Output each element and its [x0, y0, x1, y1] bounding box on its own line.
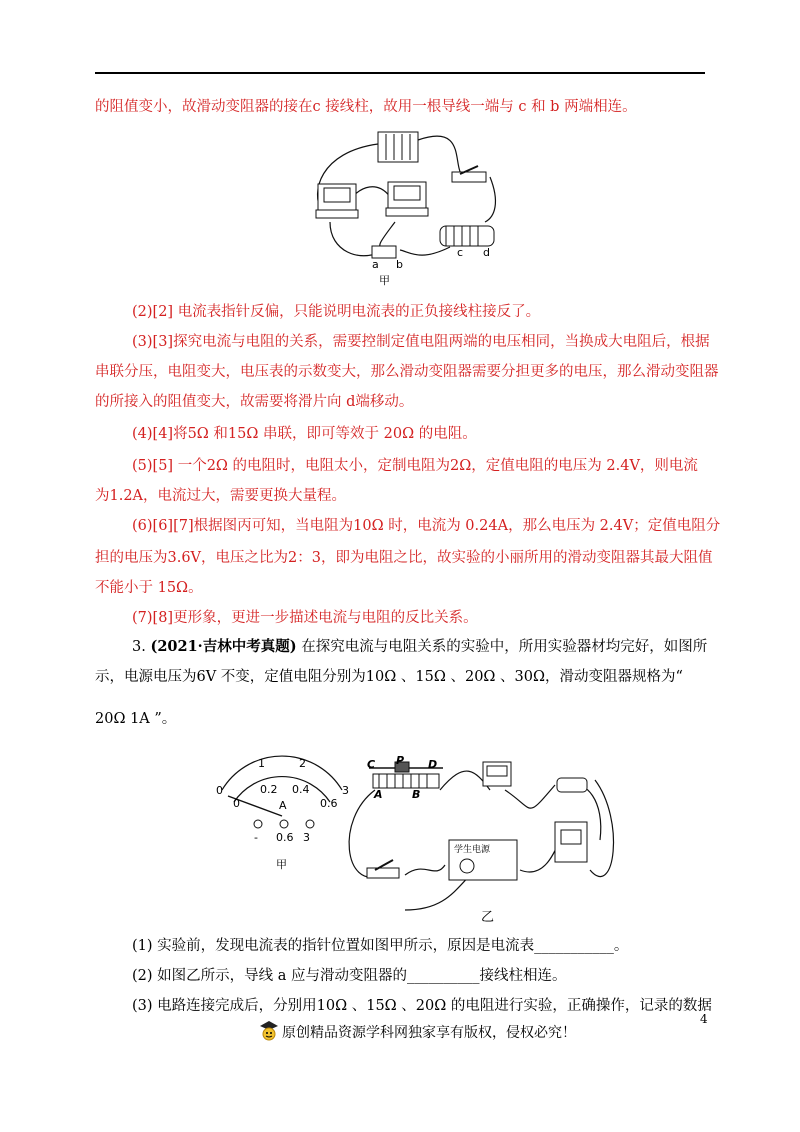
dial-top-2: 2 [299, 757, 306, 770]
question-3-line-1 [132, 632, 744, 662]
rheo-label-c: C [367, 758, 376, 771]
answer-line-7: (7)[8]更形象，更进一步描述电流与电阻的反比关系。 [132, 610, 478, 626]
answer-line-5b: 为1.2A，电流过大，需要更换大量程。 [95, 488, 347, 504]
footer [258, 1020, 576, 1044]
page-number: 4 [700, 1012, 708, 1026]
terminal-3: 3 [303, 831, 310, 844]
question-3-line-3 [95, 704, 707, 734]
footer-text: 原创精品资源学科网独家享有版权，侵权必究！ [282, 1025, 576, 1041]
dial-lower-04: 0.4 [292, 783, 310, 796]
answer-line-4: (4)[4]将5Ω 和15Ω 串联，即可等效于 20Ω 的电阻。 [132, 426, 477, 442]
header-rule [95, 72, 705, 74]
question-number: 3. [132, 639, 146, 655]
circuit-figure-2 [345, 760, 635, 910]
subquestion-2: (2) 如图乙所示，导线 a 应与滑动变阻器的__________接线柱相连。 [132, 968, 567, 984]
rheostat-spec-end: ”。 [154, 711, 177, 727]
question-3-line-2: 示，电源电压为6V 不变，定值电阻分别为10Ω 、15Ω 、20Ω 、30Ω，滑动变阻器规格为“ [95, 669, 683, 685]
subquestion-1: (1) 实验前，发现电流表的指针位置如图甲所示，原因是电流表___________。 [132, 938, 629, 954]
rheo-label-b: B [412, 788, 421, 801]
fig1-label-c: c [457, 246, 464, 259]
answer-line-5a: (5)[5] 一个2Ω 的电阻时，电阻太小，定制电阻为2Ω，定值电阻的电压为 2.4V，则电流 [132, 458, 698, 474]
dial-top-1: 1 [258, 757, 265, 770]
fig1-label-a: a [372, 258, 379, 271]
rheostat-spec: 20Ω 1A [95, 711, 150, 727]
dial-lower-06: 0.6 [320, 797, 338, 810]
dial-lower-02: 0.2 [260, 783, 278, 796]
fig1-caption: 甲 [379, 274, 390, 287]
fig1-label-d: d [483, 246, 490, 259]
dial-scale-3: 3 [342, 784, 349, 797]
answer-line-3c: 的所接入的阻值变大，故需要将滑片向 d端移动。 [95, 394, 414, 410]
terminal-06: 0.6 [276, 831, 294, 844]
rheo-label-d: D [428, 758, 438, 771]
answer-line-3a: (3)[3]探究电流与电阻的关系，需要控制定值电阻两端的电压相同，当换成大电阻后，根据 [132, 334, 710, 350]
answer-line-6b: 担的电压为3.6V，电压之比为2：3，即为电阻之比，故实验的小丽所用的滑动变阻器其最大阻值 [95, 550, 713, 566]
dial-unit: A [279, 799, 287, 812]
dial-lower-0: 0 [233, 797, 240, 810]
question-text: 在探究电流与电阻关系的实验中，所用实验器材均完好，如图所 [301, 639, 708, 655]
subquestion-3: (3) 电路连接完成后，分别用10Ω 、15Ω 、20Ω 的电阻进行实验，正确操作，记录的数据 [132, 998, 712, 1014]
answer-line-1: 的阻值变小，故滑动变阻器的接在c 接线柱，故用一根导线一端与 c 和 b 两端相连。 [95, 99, 637, 115]
circuit-figure-1 [300, 122, 510, 282]
answer-line-6a: (6)[6][7]根据图丙可知，当电阻为10Ω 时，电流为 0.24A，那么电压为 2.4V；定值电阻分 [132, 518, 721, 534]
answer-line-3b: 串联分压，电阻变大，电压表的示数变大，那么滑动变阻器需要分担更多的电压，那么滑动变阻器 [95, 364, 719, 380]
question-source: (2021·吉林中考真题) [150, 638, 297, 655]
answer-line-2: (2)[2] 电流表指针反偏，只能说明电流表的正负接线柱接反了。 [132, 304, 541, 320]
mascot-icon [258, 1020, 280, 1044]
rheo-label-p: P [396, 754, 405, 767]
dial-scale-0: 0 [216, 784, 223, 797]
fig-jia-caption: 甲 [276, 858, 287, 871]
terminal-minus: - [254, 831, 258, 844]
fig-yi-caption: 乙 [481, 910, 495, 925]
power-supply-label: 学生电源 [454, 845, 491, 855]
fig1-label-b: b [396, 258, 403, 271]
rheo-label-a: A [374, 788, 383, 801]
answer-line-6c: 不能小于 15Ω。 [95, 580, 203, 596]
